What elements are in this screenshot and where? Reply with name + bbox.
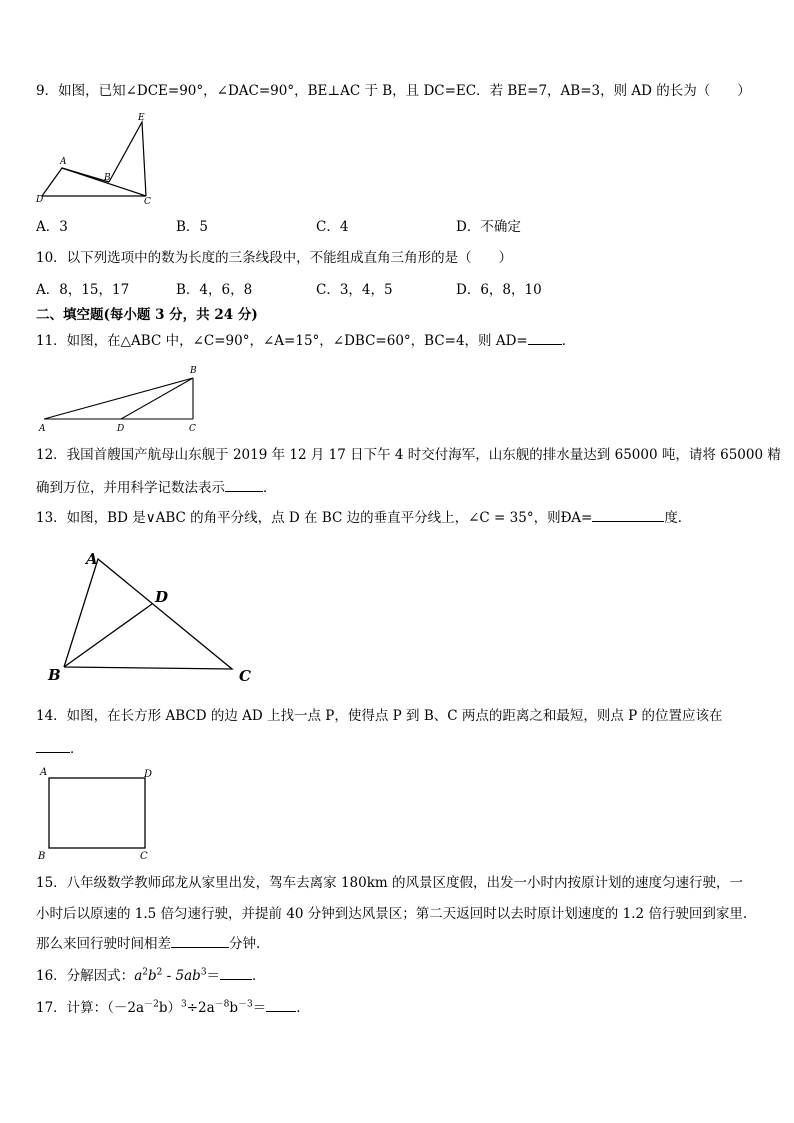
q17-exp-2: 3 <box>180 999 187 1010</box>
q14-label-a: A <box>40 767 48 778</box>
q16-dot: ． <box>252 968 266 984</box>
q13-end: 度． <box>664 510 692 526</box>
q9-label-a: A <box>60 157 67 167</box>
q11-answer-blank[interactable] <box>528 332 562 345</box>
q10-option-d: D．6，8，10 <box>456 282 542 298</box>
q13-answer-blank[interactable] <box>592 509 664 522</box>
q13-stem: 13．如图，BD 是∨ABC 的角平分线，点 D 在 BC 边的垂直平分线上，∠C = 35°，则ÐA= <box>36 510 593 526</box>
q11-end: ． <box>561 333 576 349</box>
q17-exp-1: －2 <box>144 999 159 1010</box>
q9-label-c: C <box>144 197 151 207</box>
q11-label-b: B <box>190 366 197 376</box>
q12-answer-blank[interactable] <box>225 479 263 492</box>
q14-answer-blank[interactable] <box>36 740 70 753</box>
q16-line <box>36 967 266 985</box>
q15-answer-blank[interactable] <box>171 935 229 948</box>
q14-stem: 14．如图，在长方形 ABCD 的边 AD 上找一点 P，使得点 P 到 B、C 两点的距离之和最短，则点 P 的位置应该在 <box>36 708 723 724</box>
q9-option-c: C．4 <box>316 219 349 235</box>
q17-b: b） <box>158 1000 181 1016</box>
q10-option-c: C．3，4，5 <box>316 282 393 298</box>
q9-stem: 9．如图，已知∠DCE=90°，∠DAC=90°，BE⊥AC 于 B，且 DC=EC．若 BE=7，AB=3，则 AD 的长为（ ） <box>36 83 751 99</box>
q9-label-b: B <box>104 173 111 183</box>
q14-label-c: C <box>140 851 148 862</box>
q16-exp-a: 2 <box>142 967 148 978</box>
q13-label-b: B <box>48 666 61 684</box>
q11-label-d: D <box>117 424 125 434</box>
q17-mid: ÷2a <box>186 1000 215 1016</box>
q15-line3 <box>36 935 260 953</box>
q9-figure <box>34 112 159 207</box>
q10-option-a: A．8，15，17 <box>36 282 130 298</box>
q16-b: b <box>147 968 157 984</box>
q16-mid: - 5ab <box>162 968 201 984</box>
q16-exp-b: 2 <box>156 967 163 978</box>
section-title: 二、填空题(每小题 3 分，共 24 分) <box>36 307 258 323</box>
q15-text: 那么来回行驶时间相差 <box>36 936 171 952</box>
q12-line2 <box>36 479 277 497</box>
q9-option-a: A．3 <box>36 219 68 235</box>
q9-label-e: E <box>138 113 145 123</box>
q16-equals: ＝ <box>206 968 221 984</box>
q14-figure <box>36 764 160 862</box>
q16-prefix: 16．分解因式： <box>36 968 135 984</box>
q12-end: ． <box>263 480 277 496</box>
q9-option-b: B．5 <box>176 219 209 235</box>
q10-stem: 10．以下列选项中的数为长度的三条线段中，不能组成直角三角形的是（ ） <box>36 250 513 266</box>
q11-label-a: A <box>39 424 46 434</box>
q11-stem: 11．如图，在△ABC 中，∠C=90°，∠A=15°，∠DBC=60°，BC=4，则 AD= <box>36 333 528 349</box>
q10-option-b: B．4，6，8 <box>176 282 253 298</box>
q12-text: 确到万位，并用科学记数法表示 <box>36 480 225 496</box>
q15-line1: 15．八年级数学教师邱龙从家里出发，驾车去离家 180km 的风景区度假，出发一小时内按原计划的速度匀速行驶，一 <box>36 875 744 891</box>
q11-line <box>36 332 575 350</box>
q17-b2: b <box>229 1000 239 1016</box>
q17-answer-blank[interactable] <box>266 999 296 1012</box>
q14-end: ． <box>70 741 84 757</box>
q14-label-d: D <box>144 769 153 780</box>
q14-label-b: B <box>38 851 46 862</box>
q13-label-c: C <box>239 667 251 685</box>
q16-answer-blank[interactable] <box>220 967 252 980</box>
q16-exp-3: 3 <box>200 967 207 978</box>
q15-end: 分钟. <box>229 936 261 952</box>
q17-equals: ＝ <box>252 1000 267 1016</box>
q11-figure <box>36 364 206 434</box>
q15-line2: 小时后以原速的 1.5 倍匀速行驶，并提前 40 分钟到达风景区；第二天返回时以去时原计划速度的 1.2 倍行驶回到家里. <box>36 906 748 922</box>
q9-label-d: D <box>36 195 44 205</box>
q13-label-d: D <box>155 588 169 606</box>
q16-a: a <box>134 968 143 984</box>
q9-option-d: D．不确定 <box>456 219 521 235</box>
q17-exp-3: －8 <box>214 999 230 1010</box>
q13-label-a: A <box>86 550 98 568</box>
q17-exp-4: －3 <box>238 999 253 1010</box>
q17-line <box>36 999 310 1017</box>
q17-prefix: 17．计算：（－2a <box>36 1000 145 1016</box>
q13-figure <box>44 544 264 689</box>
q14-line2 <box>36 740 84 758</box>
q13-line <box>36 509 691 527</box>
q11-label-c: C <box>189 424 196 434</box>
q12-line1: 12．我国首艘国产航母山东舰于 2019 年 12 月 17 日下午 4 时交付海军，山东舰的排水量达到 65000 吨，请将 65000 精 <box>36 447 781 463</box>
q17-dot: ． <box>296 1000 310 1016</box>
